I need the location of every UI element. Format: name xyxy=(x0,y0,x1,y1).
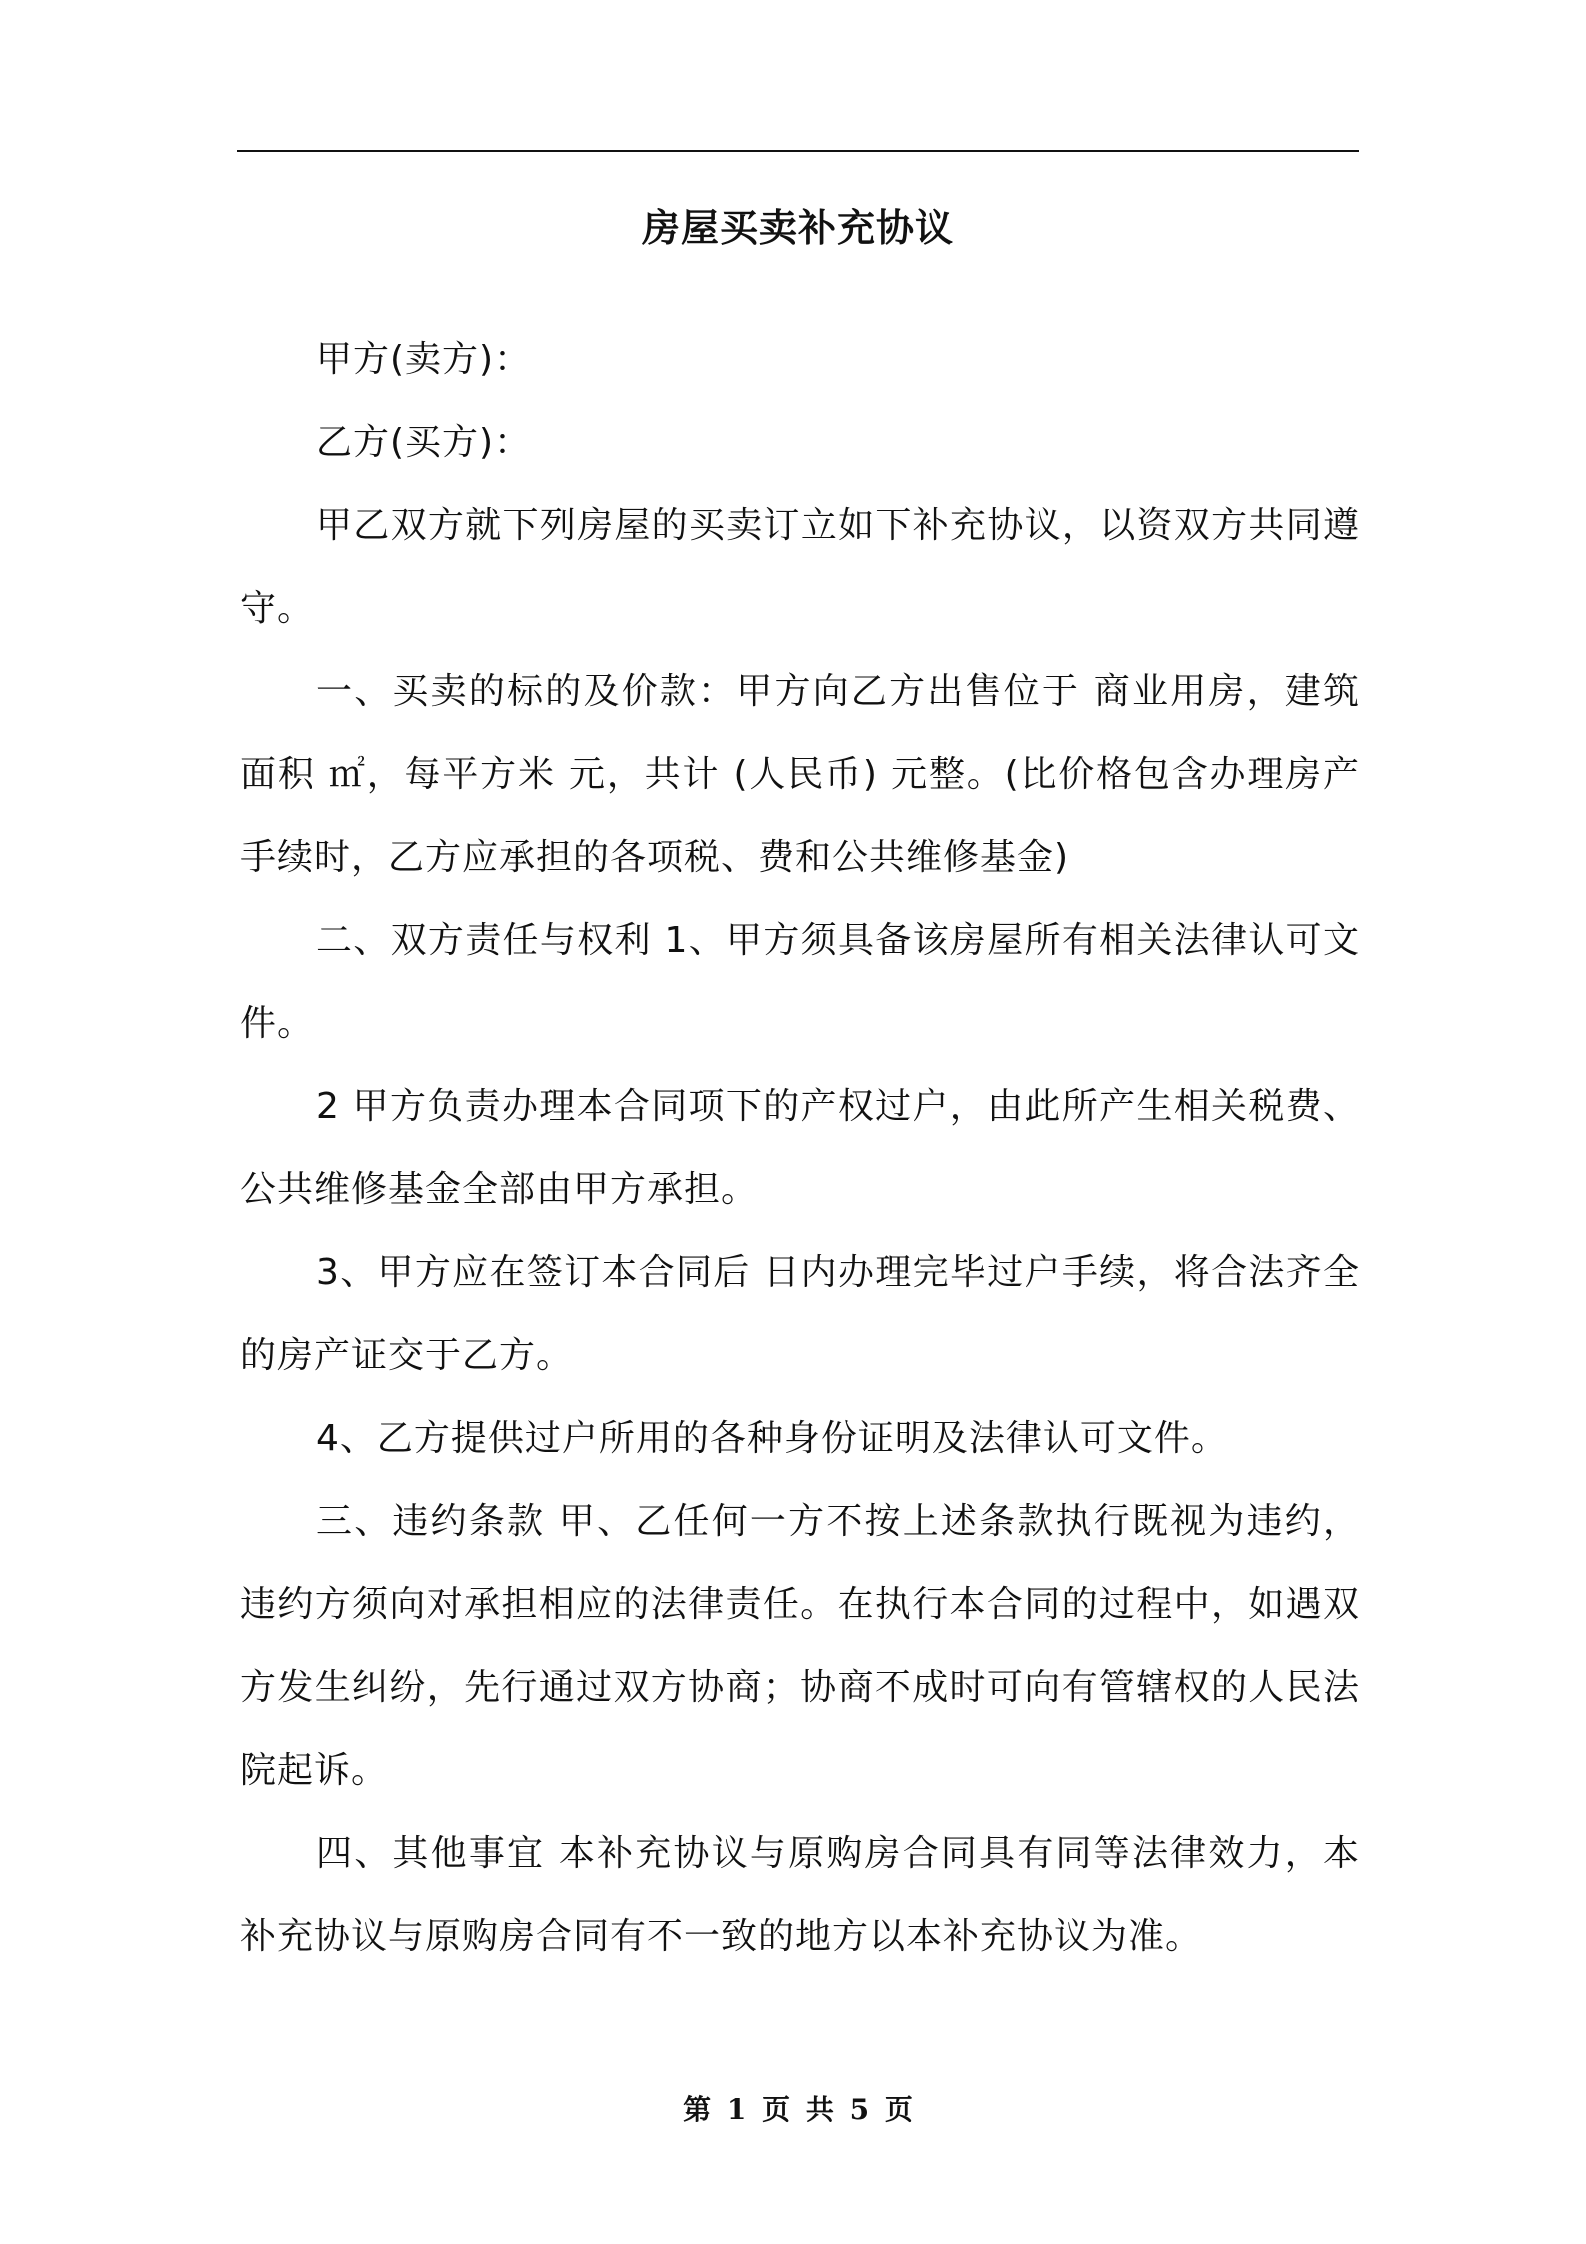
document-body xyxy=(240,318,1360,1978)
clause-2-item-2: 2 甲方负责办理本合同项下的产权过户，由此所产生相关税费、公共维修基金全部由甲方承担。 xyxy=(240,1086,1360,1210)
header-rule xyxy=(237,150,1359,152)
clause-3-breach: 三、违约条款 甲、乙任何一方不按上述条款执行既视为违约，违约方须向对承担相应的法律责任。在执行本合同的过程中，如遇双方发生纠纷，先行通过双方协商；协商不成时可向有管辖权的人民法院起诉。 xyxy=(240,1501,1360,1791)
clause-2-item-3: 3、甲方应在签订本合同后 日内办理完毕过户手续，将合法齐全的房产证交于乙方。 xyxy=(240,1252,1360,1376)
clause-4-other-matters: 四、其他事宜 本补充协议与原购房合同具有同等法律效力，本补充协议与原购房合同有不一致的地方以本补充协议为准。 xyxy=(240,1833,1360,1957)
document-title: 房屋买卖补充协议 xyxy=(641,206,954,250)
page-number-footer: 第 1 页 共 5 页 xyxy=(683,2093,913,2126)
clause-2-item-4: 4、乙方提供过户所用的各种身份证明及法律认可文件。 xyxy=(316,1418,1228,1459)
preamble-paragraph: 甲乙双方就下列房屋的买卖订立如下补充协议，以资双方共同遵守。 xyxy=(240,505,1360,629)
clause-1-subject-and-price: 一、买卖的标的及价款：甲方向乙方出售位于 商业用房，建筑面积 ㎡，每平方米 元，共计 (人民币) 元整。(比价格包含办理房产手续时，乙方应承担的各项税、费和公共维修基金) xyxy=(240,671,1360,878)
party-a-line: 甲方(卖方)： xyxy=(316,339,532,380)
party-b-line: 乙方(买方)： xyxy=(316,422,532,463)
clause-2-item-1: 二、双方责任与权利 1、甲方须具备该房屋所有相关法律认可文件。 xyxy=(240,920,1360,1044)
